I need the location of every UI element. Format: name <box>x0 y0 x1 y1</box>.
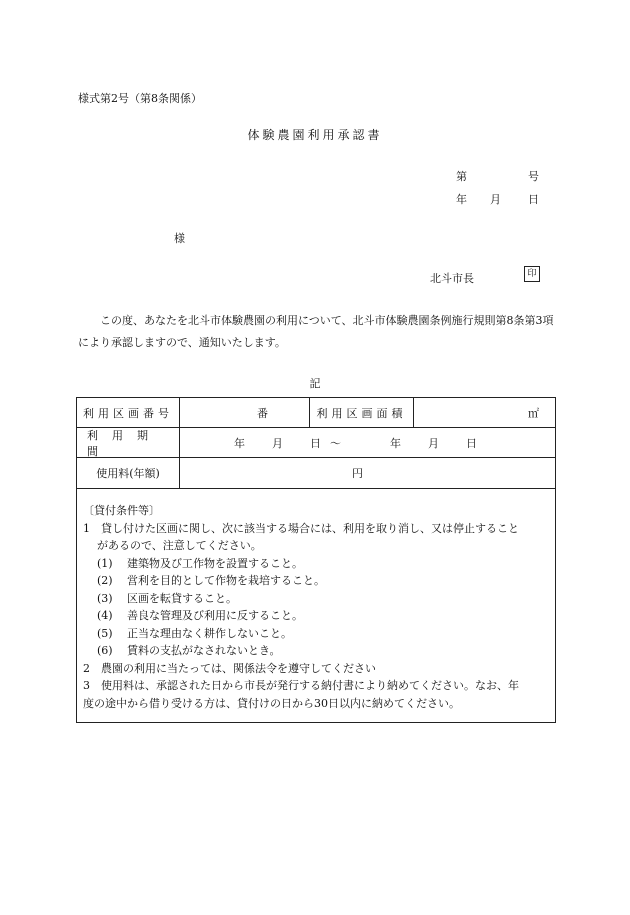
condition-item-1: 1 貸し付けた区画に関し、次に該当する場合には、利用を取り消し、又は停止すること <box>83 521 519 535</box>
sub-item-text: 正当な理由なく耕作しないこと。 <box>127 626 292 640</box>
period-start-month: 月 <box>272 436 283 450</box>
issue-date <box>456 191 539 207</box>
seal-mark: 印 <box>524 266 540 282</box>
condition-sub-item <box>83 607 549 625</box>
period-tilde: ～ <box>330 436 341 450</box>
period-start-year: 年 <box>234 436 245 450</box>
condition-item-1-cont: があるので、注意してください。 <box>97 539 262 552</box>
conditions-heading: 〔貸付条件等〕 <box>83 504 160 517</box>
period-end-day: 日 <box>466 436 477 450</box>
period-row <box>77 428 555 458</box>
plot-row <box>77 398 555 428</box>
fee-row <box>77 458 555 488</box>
condition-sub-item <box>83 590 549 608</box>
condition-sub-item <box>83 625 549 643</box>
condition-item-3: 3 使用料は、承認された日から市長が発行する納付書により納めてください。なお、年 <box>83 679 519 692</box>
sub-item-number: (1) <box>97 556 113 570</box>
loan-conditions-box <box>76 486 556 723</box>
sub-item-number: (4) <box>97 609 113 622</box>
date-year: 年 <box>456 193 467 206</box>
form-id: 様式第2号（第8条関係） <box>78 92 202 105</box>
period-start-day: 日 <box>310 436 321 450</box>
approval-table <box>76 397 556 489</box>
sub-item-text: 善良な管理及び利用に反すること。 <box>127 609 303 622</box>
sub-item-number: (5) <box>97 626 113 640</box>
plot-area-unit: ㎡ <box>528 406 539 420</box>
addressee-suffix: 様 <box>174 232 185 245</box>
period-end-month: 月 <box>428 436 439 450</box>
condition-item-3-cont: 度の途中から借り受ける方は、貸付けの日から30日以内に納めてください。 <box>83 696 460 710</box>
condition-sub-item <box>83 642 549 660</box>
sub-item-text: 営利を目的として作物を栽培すること。 <box>127 574 325 587</box>
sub-item-number: (3) <box>97 591 113 605</box>
date-month: 月 <box>490 193 501 206</box>
sub-item-number: (2) <box>97 574 113 587</box>
plot-area-value-cell <box>413 398 555 427</box>
plot-number-unit: 番 <box>257 406 268 420</box>
number-suffix: 号 <box>528 170 539 183</box>
sub-item-number: (6) <box>97 644 113 657</box>
condition-sub-item <box>83 555 549 573</box>
notice-body-text: この度、あなたを北斗市体験農園の利用について、北斗市体験農園条例施行規則第8条第3項により承認しますので、通知いたします。 <box>78 314 554 349</box>
period-end-year: 年 <box>390 436 401 450</box>
ki-heading: 記 <box>309 377 321 390</box>
condition-sub-item <box>83 572 549 590</box>
fee-unit: 円 <box>352 467 363 480</box>
number-label: 第 <box>456 170 467 183</box>
sub-item-text: 建築物及び工作物を設置すること。 <box>127 556 303 570</box>
condition-item-2: 2 農園の利用に当たっては、関係法令を遵守してください <box>83 661 376 675</box>
issuer-name: 北斗市長 <box>430 272 474 285</box>
document-title: 体験農園利用承認書 <box>247 128 383 142</box>
sub-item-text: 賃料の支払がなされないとき。 <box>127 644 281 657</box>
fee-value-cell <box>179 458 555 488</box>
date-day: 日 <box>528 193 539 206</box>
plot-number-value-cell <box>179 398 309 427</box>
period-label: 利用期間 <box>87 428 162 458</box>
period-value-cell <box>179 428 555 457</box>
plot-number-label: 利用区画番号 <box>83 406 173 420</box>
fee-label: 使用料(年額) <box>96 467 160 480</box>
sub-item-text: 区画を転貸すること。 <box>127 591 237 605</box>
plot-area-label: 利用区画面積 <box>309 398 413 427</box>
